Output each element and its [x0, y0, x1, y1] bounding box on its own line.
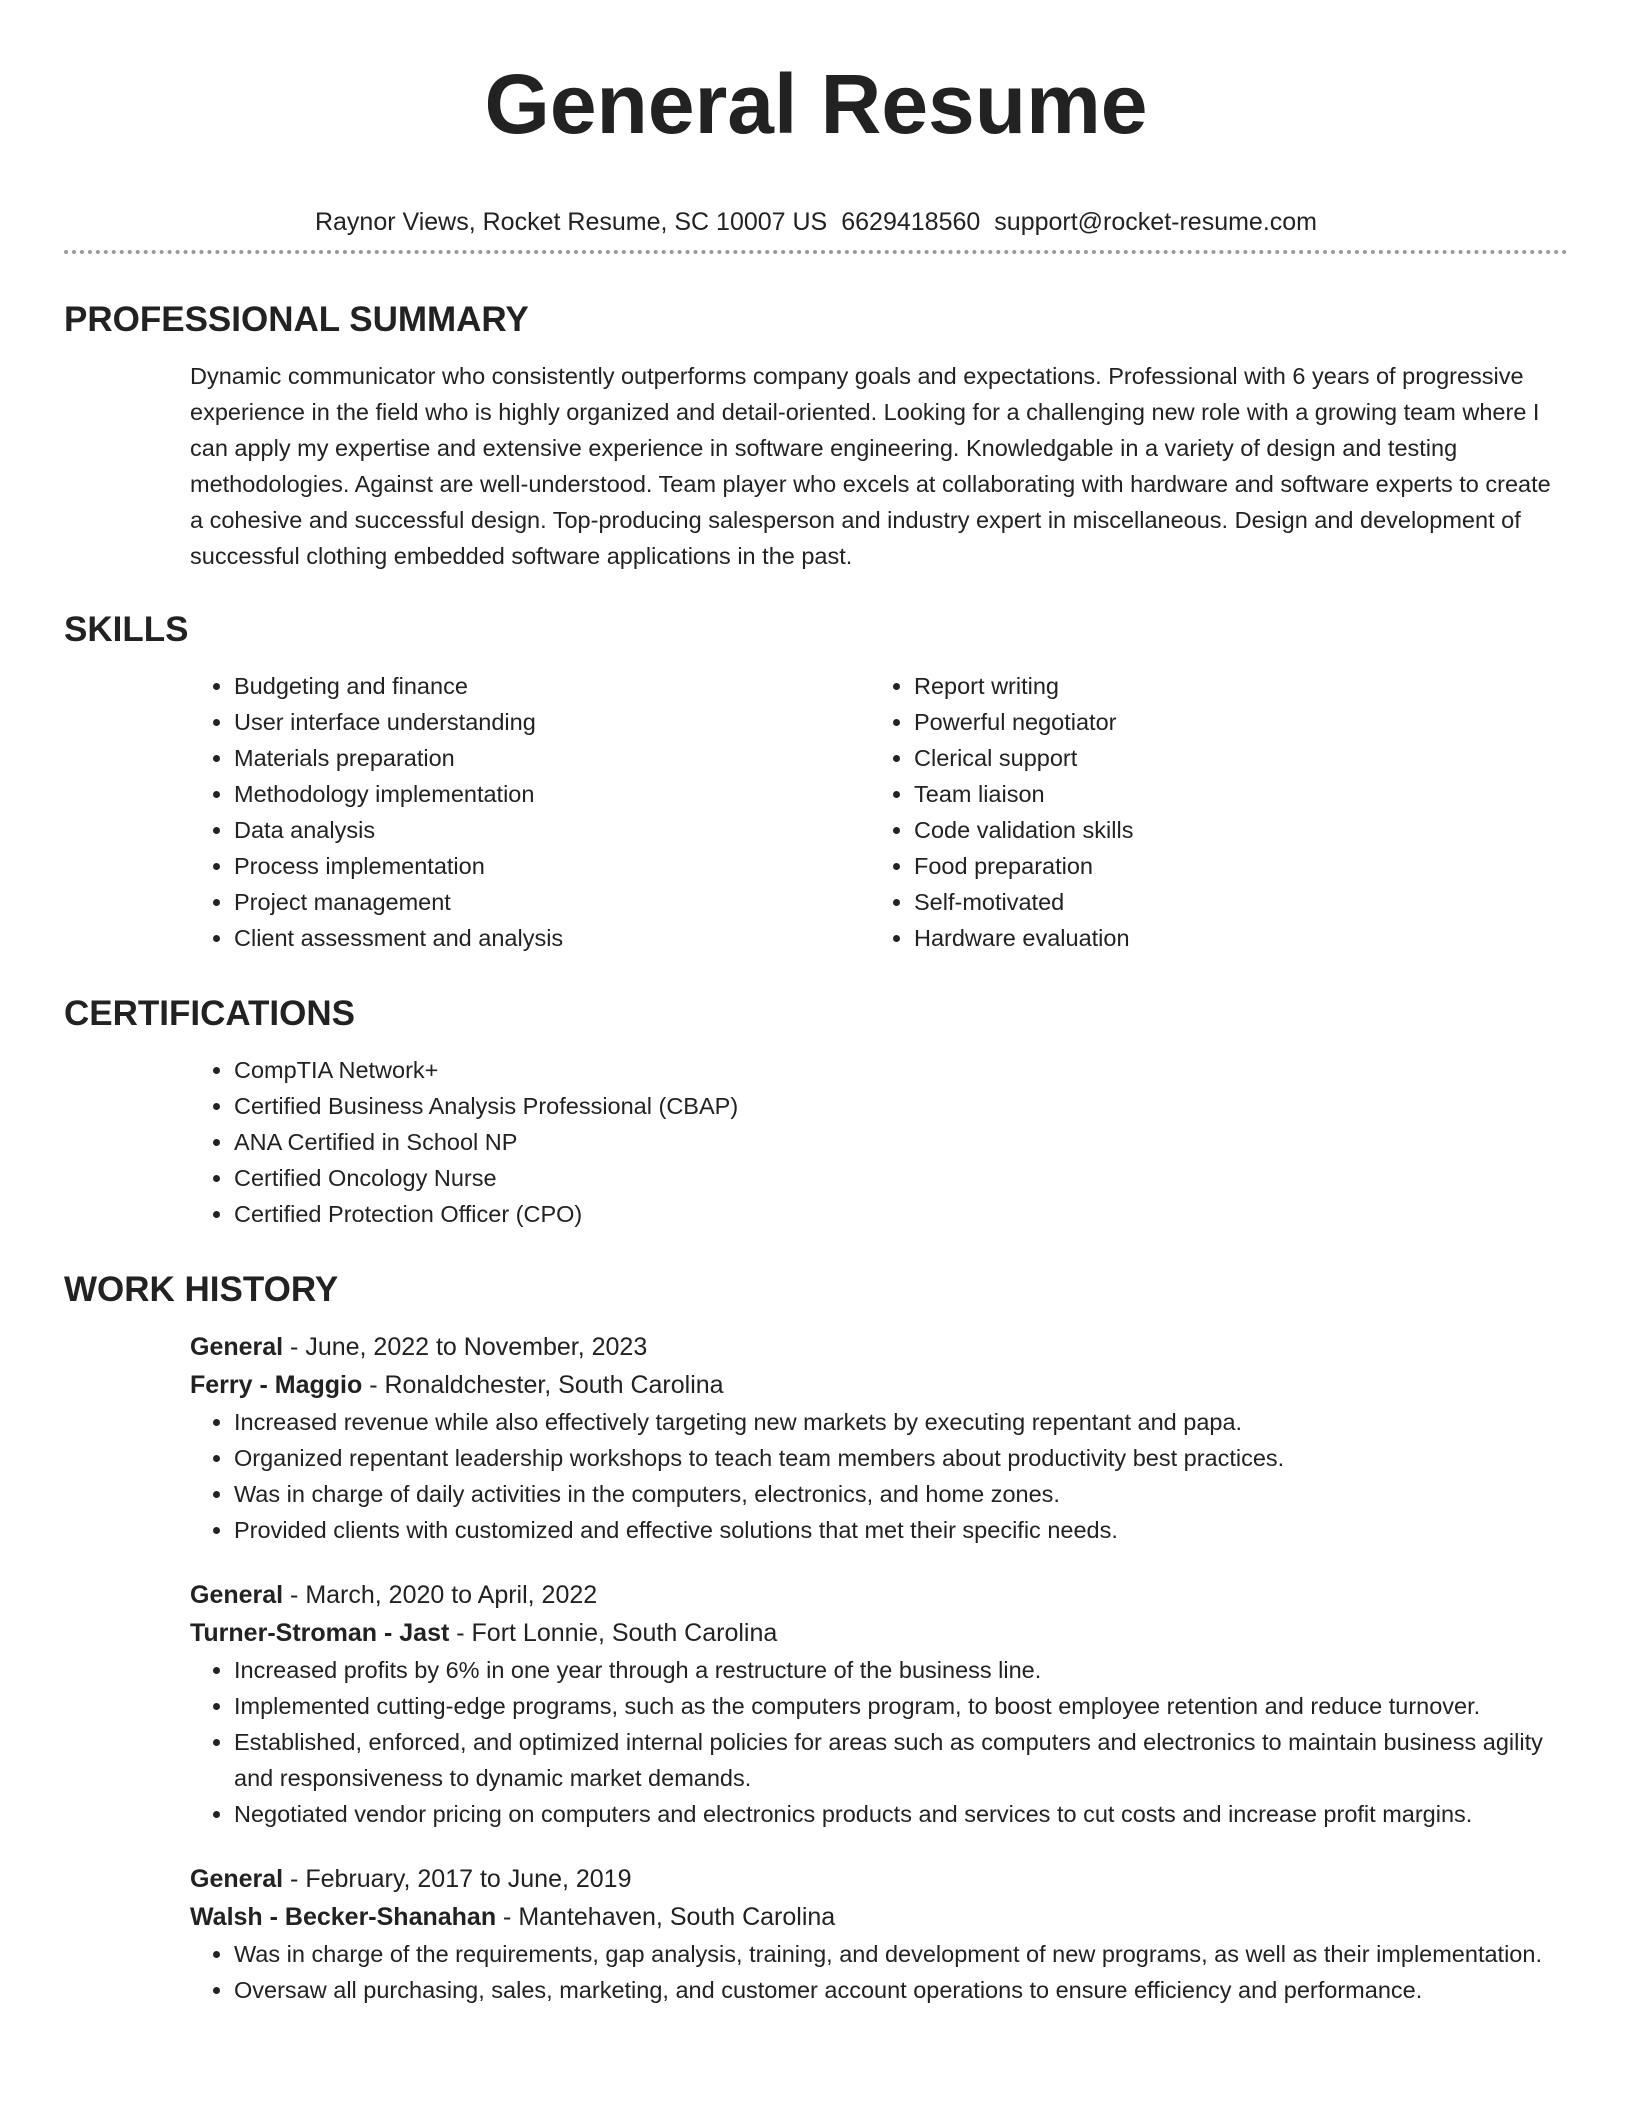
job-title-line [190, 1328, 1568, 1366]
list-item: • Established, enforced, and optimized internal policies for areas such as computers and electronics to maintain business agility and responsiveness to dynamic market demands. [234, 1724, 1568, 1796]
resume-header [0, 0, 1632, 238]
list-item: • Methodology implementation [234, 776, 870, 812]
list-item: • Data analysis [234, 812, 870, 848]
list-item: • Provided clients with customized and effective solutions that met their specific needs. [234, 1512, 1568, 1548]
contact-email: support@rocket-resume.com [994, 208, 1318, 236]
job-company: Turner-Stroman - Jast [190, 1619, 450, 1647]
contact-address: Raynor Views, Rocket Resume, SC 10007 US [314, 208, 828, 236]
list-item: • Code validation skills [914, 812, 1550, 848]
skills-left-list [190, 668, 870, 956]
job-company-line [190, 1366, 1568, 1404]
job-role: General [190, 1581, 284, 1609]
job-bullets [190, 1936, 1568, 2008]
list-item: • Organized repentant leadership workshops to teach team members about productivity best practices. [234, 1440, 1568, 1476]
certifications-section [64, 992, 1568, 1232]
contact-phone: 6629418560 [841, 208, 981, 236]
list-item: • ANA Certified in School NP [234, 1124, 1568, 1160]
list-item: • Was in charge of the requirements, gap analysis, training, and development of new programs, as well as their implementation. [234, 1936, 1568, 1972]
job-location: - Fort Lonnie, South Carolina [449, 1619, 778, 1647]
list-item: • Certified Business Analysis Professional (CBAP) [234, 1088, 1568, 1124]
job-company-line [190, 1614, 1568, 1652]
job-location: - Mantehaven, South Carolina [496, 1903, 836, 1931]
job-entry [190, 1328, 1568, 1548]
list-item: • User interface understanding [234, 704, 870, 740]
job-bullets [190, 1652, 1568, 1832]
list-item: • Oversaw all purchasing, sales, marketing, and customer account operations to ensure efficiency and performance. [234, 1972, 1568, 2008]
certifications-list [190, 1052, 1568, 1232]
summary-text: Dynamic communicator who consistently outperforms company goals and expectations. Professional with 6 years of progressive experience in the field who is highly organized and detail-oriented. Looking for a challenging new role with a growing team where I can apply my expertise and extensive experience in software engineering. Knowledgable in a variety of design and testing methodologies. Against are well-understood. Team player who excels at collaborating with hardware and software experts to create a cohesive and successful design. Top-producing salesperson and industry expert in miscellaneous. Design and development of successful clothing embedded software applications in the past. [190, 363, 1551, 569]
list-item: • Clerical support [914, 740, 1550, 776]
job-location: - Ronaldchester, South Carolina [362, 1371, 724, 1399]
job-company: Ferry - Maggio [190, 1371, 363, 1399]
list-item: • Materials preparation [234, 740, 870, 776]
list-item: • Powerful negotiator [914, 704, 1550, 740]
job-bullets [190, 1404, 1568, 1548]
summary-section [64, 298, 1568, 574]
job-title-line [190, 1576, 1568, 1614]
list-item: • Increased profits by 6% in one year through a restructure of the business line. [234, 1652, 1568, 1688]
list-item: • Project management [234, 884, 870, 920]
header-divider [64, 250, 1568, 254]
skills-columns [190, 668, 1568, 956]
skills-title: SKILLS [64, 610, 189, 649]
contact-line [0, 206, 1632, 238]
list-item: • Process implementation [234, 848, 870, 884]
job-title-line [190, 1860, 1568, 1898]
list-item: • Hardware evaluation [914, 920, 1550, 956]
skills-right-column [870, 668, 1550, 956]
job-company: Walsh - Becker-Shanahan [190, 1903, 497, 1931]
certifications-title: CERTIFICATIONS [64, 994, 356, 1033]
skills-right-list [870, 668, 1550, 956]
job-entry [190, 1576, 1568, 1832]
work-history-body [190, 1328, 1568, 2008]
job-role: General [190, 1333, 284, 1361]
list-item: • Report writing [914, 668, 1550, 704]
list-item: • Budgeting and finance [234, 668, 870, 704]
list-item: • Was in charge of daily activities in the computers, electronics, and home zones. [234, 1476, 1568, 1512]
list-item: • Implemented cutting-edge programs, such as the computers program, to boost employee retention and reduce turnover. [234, 1688, 1568, 1724]
list-item: • Client assessment and analysis [234, 920, 870, 956]
list-item: • CompTIA Network+ [234, 1052, 1568, 1088]
work-history-title: WORK HISTORY [64, 1270, 339, 1309]
job-dates: - February, 2017 to June, 2019 [283, 1865, 632, 1893]
summary-title: PROFESSIONAL SUMMARY [64, 300, 529, 339]
skills-section [64, 608, 1568, 956]
job-entry [190, 1860, 1568, 2008]
list-item: • Negotiated vendor pricing on computers and electronics products and services to cut costs and increase profit margins. [234, 1796, 1568, 1832]
job-role: General [190, 1865, 284, 1893]
list-item: • Certified Protection Officer (CPO) [234, 1196, 1568, 1232]
skills-left-column [190, 668, 870, 956]
certifications-list-wrap [190, 1052, 1568, 1232]
work-history-section [64, 1268, 1568, 2036]
list-item: • Self-motivated [914, 884, 1550, 920]
job-company-line [190, 1898, 1568, 1936]
list-item: • Team liaison [914, 776, 1550, 812]
list-item: • Increased revenue while also effectively targeting new markets by executing repentant and papa. [234, 1404, 1568, 1440]
job-dates: - March, 2020 to April, 2022 [283, 1581, 598, 1609]
list-item: • Certified Oncology Nurse [234, 1160, 1568, 1196]
job-dates: - June, 2022 to November, 2023 [283, 1333, 648, 1361]
resume-name: General Resume [484, 57, 1148, 151]
list-item: • Food preparation [914, 848, 1550, 884]
